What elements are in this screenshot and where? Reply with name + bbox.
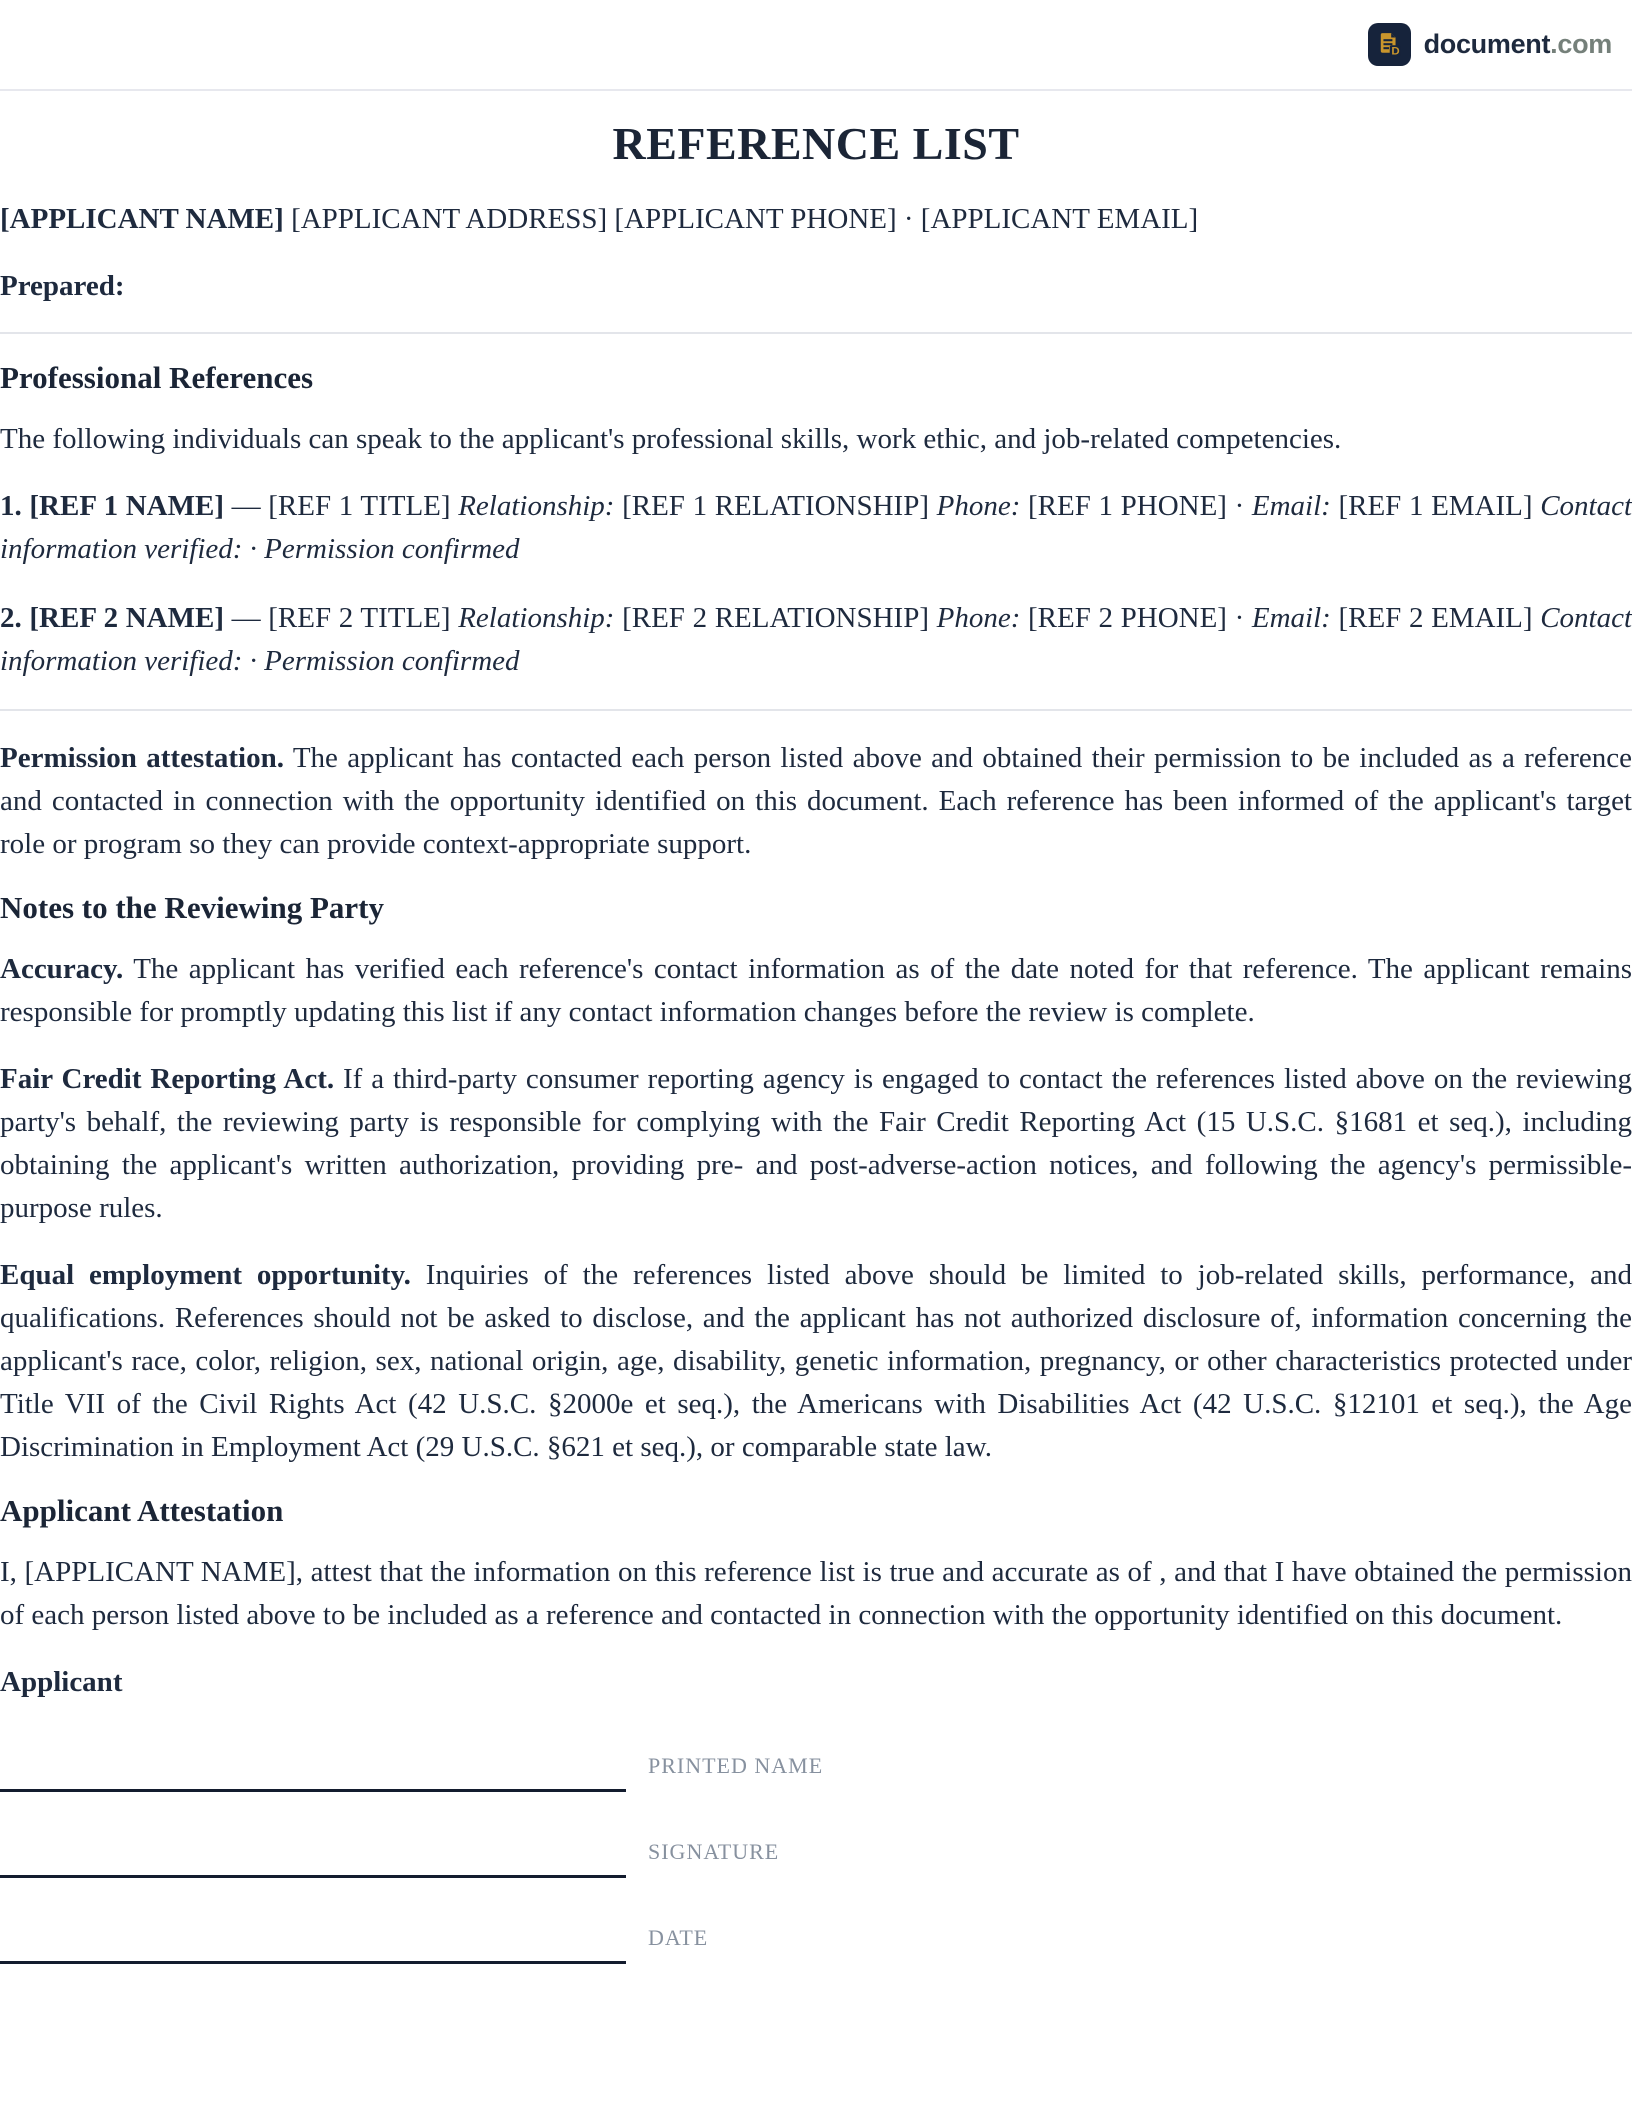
brand-text [1424, 29, 1612, 60]
signature-row-date [0, 1878, 1632, 1964]
applicant-attestation-paragraph: I, [APPLICANT NAME], attest that the information on this reference list is true and accurate as of , and that I have obtained the permission of each person listed above to be included as a reference and contacted in connection with the opportunity identified on this document. [0, 1556, 1632, 1631]
accuracy-lead: Accuracy. [0, 953, 124, 985]
notes-heading: Notes to the Reviewing Party [0, 890, 384, 925]
ref2-relationship-label: Relationship: [458, 602, 615, 634]
page-title: REFERENCE LIST [612, 118, 1020, 169]
ref2-number-name: 2. [REF 2 NAME] [0, 602, 224, 634]
ref2-title: — [REF 2 TITLE] [231, 602, 451, 634]
printed-name-line [0, 1706, 626, 1792]
ref1-relationship-label: Relationship: [458, 490, 615, 522]
accuracy-text: The applicant has verified each reference's contact information as of the date noted for that reference. The applicant remains responsible for promptly updating this list if any contact information changes before the review is complete. [0, 953, 1632, 1028]
eeo-lead: Equal employment opportunity. [0, 1259, 411, 1291]
fcra-paragraph [0, 1058, 1632, 1230]
ref2-email-value: [REF 2 EMAIL] [1338, 602, 1533, 634]
signature-row-signature [0, 1792, 1632, 1878]
eeo-text: Inquiries of the references listed above should be limited to job-related skills, performance, and qualifications. References should not be asked to disclose, and the applicant has not authorized disclosure of, information concerning the applicant's race, color, religion, sex, national origin, age, disability, genetic information, pregnancy, or other characteristics protected under Title VII of the Civil Rights Act (42 U.S.C. §2000e et seq.), the Americans with Disabilities Act (42 U.S.C. §12101 et seq.), the Age Discrimination in Employment Act (29 U.S.C. §621 et seq.), or comparable state law. [0, 1259, 1632, 1463]
permission-attestation-lead: Permission attestation. [0, 742, 284, 774]
ref2-phone-label: Phone: [936, 602, 1021, 634]
ref1-title: — [REF 1 TITLE] [231, 490, 451, 522]
reference-entry-2 [0, 597, 1632, 683]
signature-row-printed-name [0, 1706, 1632, 1792]
printed-name-label: PRINTED NAME [648, 1753, 824, 1778]
fcra-lead: Fair Credit Reporting Act. [0, 1063, 335, 1095]
prepared-label: Prepared: [0, 270, 125, 302]
ref2-email-label: Email: [1251, 602, 1331, 634]
permission-attestation-text: The applicant has contacted each person listed above and obtained their permission to be included as a reference and contacted in connection with the opportunity identified on this document. Each reference has been informed of the applicant's target role or program so they can provide context-appropriate support. [0, 742, 1632, 860]
permission-attestation-paragraph [0, 737, 1632, 866]
applicant-attestation-heading: Applicant Attestation [0, 1493, 284, 1528]
brand-tld: .com [1550, 29, 1612, 59]
svg-text:D: D [1390, 45, 1400, 58]
professional-references-intro: The following individuals can speak to the applicant's professional skills, work ethic, and job-related competencies. [0, 423, 1342, 455]
signature-label: SIGNATURE [648, 1839, 780, 1864]
prepared-line [0, 265, 1632, 308]
date-line [0, 1878, 626, 1964]
document-icon [1368, 23, 1411, 66]
ref1-email-value: [REF 1 EMAIL] [1338, 490, 1533, 522]
ref1-email-label: Email: [1251, 490, 1331, 522]
document-page [0, 117, 1632, 1964]
applicant-name-placeholder: [APPLICANT NAME] [0, 203, 284, 235]
ref2-phone-value: [REF 2 PHONE] · [1028, 602, 1245, 634]
ref1-phone-label: Phone: [936, 490, 1021, 522]
brand-logo[interactable] [1368, 23, 1612, 66]
ref1-number-name: 1. [REF 1 NAME] [0, 490, 224, 522]
ref2-relationship-value: [REF 2 RELATIONSHIP] [622, 602, 929, 634]
applicant-signer-label: Applicant [0, 1666, 123, 1698]
applicant-signer-label-line [0, 1661, 1632, 1704]
applicant-info-line [0, 198, 1632, 241]
section-divider [0, 332, 1632, 334]
ref1-phone-value: [REF 1 PHONE] · [1028, 490, 1245, 522]
brand-name: document [1423, 29, 1551, 59]
signature-line [0, 1792, 626, 1878]
site-header [0, 0, 1632, 91]
eeo-paragraph [0, 1254, 1632, 1469]
applicant-contact-placeholders: [APPLICANT ADDRESS] [APPLICANT PHONE] · [APPLICANT EMAIL] [291, 203, 1199, 235]
ref2-verified-line: Contact information verified: · Permission confirmed [0, 602, 1632, 677]
fcra-text: If a third-party consumer reporting agency is engaged to contact the references listed above on the reviewing party's behalf, the reviewing party is responsible for complying with the Fair Credit Reporting Act (15 U.S.C. §1681 et seq.), including obtaining the applicant's written authorization, providing pre- and post-adverse-action notices, and following the agency's permissible-purpose rules. [0, 1063, 1632, 1224]
accuracy-paragraph [0, 948, 1632, 1034]
section-divider [0, 709, 1632, 711]
ref1-relationship-value: [REF 1 RELATIONSHIP] [622, 490, 929, 522]
signature-block [0, 1706, 1632, 1964]
reference-entry-1 [0, 485, 1632, 571]
ref1-verified-line: Contact information verified: · Permission confirmed [0, 490, 1632, 565]
date-label: DATE [648, 1925, 709, 1950]
professional-references-heading: Professional References [0, 360, 314, 395]
